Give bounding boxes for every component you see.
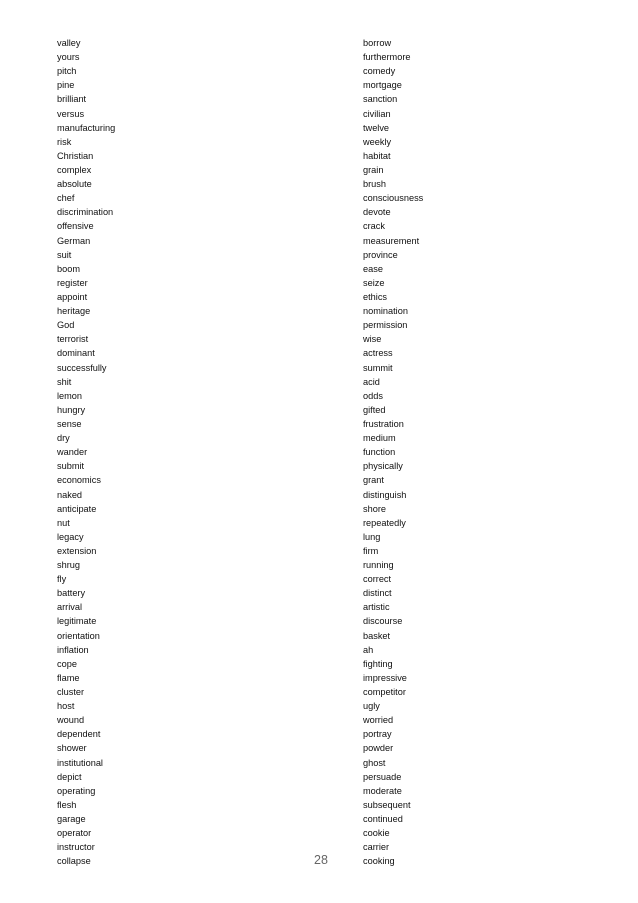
word-entry: consciousness xyxy=(363,193,424,204)
word-entry: province xyxy=(363,249,398,260)
word-entry: God xyxy=(57,320,75,331)
word-entry: shower xyxy=(57,743,87,754)
word-entry: permission xyxy=(363,320,408,331)
word-entry: competitor xyxy=(363,687,406,698)
word-entry: yours xyxy=(57,52,80,63)
word-entry: discrimination xyxy=(57,207,114,218)
word-entry: cope xyxy=(57,658,77,669)
word-entry: subsequent xyxy=(363,799,411,810)
word-entry: artistic xyxy=(363,602,390,613)
word-entry: naked xyxy=(57,489,83,500)
word-entry: sense xyxy=(57,418,82,429)
word-entry: nut xyxy=(57,517,70,528)
word-entry: operator xyxy=(57,828,92,839)
left-word-column xyxy=(57,36,115,868)
word-entry: persuade xyxy=(363,771,402,782)
word-entry: offensive xyxy=(57,221,94,232)
word-entry: distinguish xyxy=(363,489,407,500)
word-entry: versus xyxy=(57,108,85,119)
word-entry: wound xyxy=(57,715,85,726)
word-entry: cluster xyxy=(57,687,85,698)
word-entry: seize xyxy=(363,277,385,288)
word-entry: portray xyxy=(363,729,392,740)
word-entry: fly xyxy=(57,574,67,585)
word-entry: fighting xyxy=(363,658,393,669)
word-entry: dominant xyxy=(57,348,95,359)
word-entry: borrow xyxy=(363,38,392,48)
word-entry: operating xyxy=(57,785,96,796)
word-entry: brilliant xyxy=(57,94,87,105)
word-entry: instructor xyxy=(57,842,95,853)
word-entry: crack xyxy=(363,221,385,232)
word-entry: repeatedly xyxy=(363,517,406,528)
word-entry: correct xyxy=(363,574,392,585)
word-entry: host xyxy=(57,701,75,712)
word-entry: comedy xyxy=(363,66,396,77)
word-entry: orientation xyxy=(57,630,100,641)
word-entry: civilian xyxy=(363,108,391,119)
word-entry: frustration xyxy=(363,418,404,429)
word-entry: medium xyxy=(363,433,396,444)
word-entry: twelve xyxy=(363,122,390,133)
word-entry: economics xyxy=(57,475,101,486)
word-entry: ease xyxy=(363,263,383,274)
page-number: 28 xyxy=(314,853,328,867)
word-entry: lung xyxy=(363,531,381,542)
word-entry: garage xyxy=(57,814,86,825)
word-entry: basket xyxy=(363,630,391,641)
word-entry: submit xyxy=(57,461,85,472)
word-entry: depict xyxy=(57,771,82,782)
word-entry: legacy xyxy=(57,531,84,542)
word-entry: risk xyxy=(57,136,72,147)
word-entry: complex xyxy=(57,164,92,175)
word-entry: odds xyxy=(363,390,383,401)
word-entry: ugly xyxy=(363,701,380,712)
word-entry: devote xyxy=(363,207,391,218)
word-entry: gifted xyxy=(363,404,386,415)
word-entry: powder xyxy=(363,743,394,754)
word-entry: worried xyxy=(363,715,394,726)
word-entry: function xyxy=(363,447,396,458)
word-entry: acid xyxy=(363,376,380,387)
word-entry: dry xyxy=(57,433,70,444)
word-entry: boom xyxy=(57,263,80,274)
word-entry: German xyxy=(57,235,91,246)
word-entry: weekly xyxy=(363,136,392,147)
word-entry: grant xyxy=(363,475,384,486)
word-entry: lemon xyxy=(57,390,83,401)
word-entry: carrier xyxy=(363,842,390,853)
word-entry: successfully xyxy=(57,362,107,373)
word-entry: ethics xyxy=(363,291,388,302)
word-entry: running xyxy=(363,560,394,571)
word-entry: Christian xyxy=(57,150,94,161)
word-entry: impressive xyxy=(363,672,407,683)
word-entry: inflation xyxy=(57,644,89,655)
word-entry: heritage xyxy=(57,306,91,317)
right-word-column xyxy=(363,36,423,868)
word-entry: summit xyxy=(363,362,393,373)
word-entry: flame xyxy=(57,672,80,683)
word-entry: shore xyxy=(363,503,386,514)
word-entry: wise xyxy=(363,334,382,345)
word-entry: mortgage xyxy=(363,80,402,91)
word-entry: collapse xyxy=(57,856,91,867)
word-entry: brush xyxy=(363,179,386,190)
word-entry: ghost xyxy=(363,757,386,768)
word-entry: continued xyxy=(363,814,403,825)
word-entry: terrorist xyxy=(57,334,89,345)
word-entry: chef xyxy=(57,193,75,204)
word-entry: cookie xyxy=(363,828,390,839)
word-entry: sanction xyxy=(363,94,398,105)
word-entry: absolute xyxy=(57,179,92,190)
word-entry: manufacturing xyxy=(57,122,116,133)
word-entry: dependent xyxy=(57,729,101,740)
word-entry: firm xyxy=(363,545,379,556)
word-entry: anticipate xyxy=(57,503,97,514)
word-entry: suit xyxy=(57,249,72,260)
word-entry: discourse xyxy=(363,616,403,627)
word-entry: valley xyxy=(57,38,81,48)
word-entry: shrug xyxy=(57,560,80,571)
word-entry: flesh xyxy=(57,799,77,810)
word-entry: pine xyxy=(57,80,75,91)
word-entry: pitch xyxy=(57,66,77,77)
word-entry: actress xyxy=(363,348,393,359)
word-entry: wander xyxy=(57,447,88,458)
word-entry: institutional xyxy=(57,757,103,768)
word-entry: extension xyxy=(57,545,97,556)
word-entry: nomination xyxy=(363,306,408,317)
word-entry: arrival xyxy=(57,602,83,613)
word-entry: distinct xyxy=(363,588,392,599)
word-entry: appoint xyxy=(57,291,88,302)
word-entry: physically xyxy=(363,461,403,472)
word-entry: hungry xyxy=(57,404,86,415)
word-entry: measurement xyxy=(363,235,420,246)
word-entry: cooking xyxy=(363,856,395,867)
word-entry: grain xyxy=(363,164,384,175)
word-entry: shit xyxy=(57,376,72,387)
word-entry: ah xyxy=(363,644,374,655)
word-entry: furthermore xyxy=(363,52,411,63)
word-entry: legitimate xyxy=(57,616,97,627)
word-entry: habitat xyxy=(363,150,391,161)
word-entry: register xyxy=(57,277,88,288)
word-entry: moderate xyxy=(363,785,402,796)
word-entry: battery xyxy=(57,588,86,599)
